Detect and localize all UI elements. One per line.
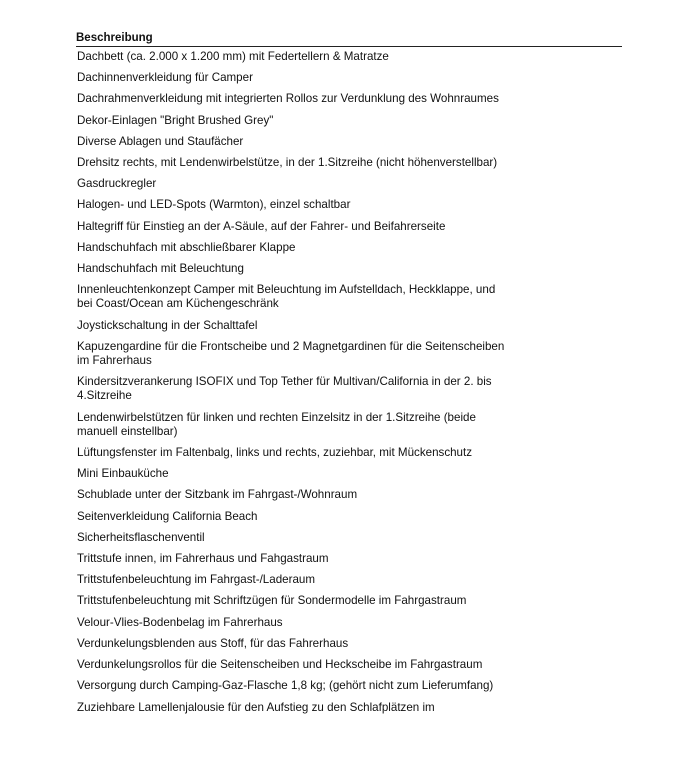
list-item: Dachinnenverkleidung für Camper (77, 71, 253, 85)
list-item: Dekor-Einlagen "Bright Brushed Grey" (77, 113, 274, 127)
list-item: Drehsitz rechts, mit Lendenwirbelstütze, in der 1.Sitzreihe (nicht höhenverstellbar) (77, 156, 498, 170)
list-item: Verdunkelungsblenden aus Stoff, für das Fahrerhaus (77, 636, 349, 650)
list-item: Trittstufenbeleuchtung mit Schriftzügen für Sondermodelle im Fahrgastraum (77, 594, 467, 608)
list-item: Lendenwirbelstützen für linken und rechten Einzelsitz in der 1.Sitzreihe (beide manuell einstellbar) (77, 410, 476, 438)
list-item: Zuziehbare Lamellenjalousie für den Aufstieg zu den Schlafplätzen im (77, 700, 435, 714)
list-item: Handschuhfach mit Beleuchtung (77, 262, 244, 276)
list-item: Seitenverkleidung California Beach (77, 509, 258, 523)
column-header-beschreibung: Beschreibung (76, 31, 622, 47)
equipment-list (76, 47, 622, 719)
list-item: Joystickschaltung in der Schalttafel (77, 318, 258, 332)
list-item: Verdunkelungsrollos für die Seitenscheiben und Heckscheibe im Fahrgastraum (77, 658, 483, 672)
list-item: Handschuhfach mit abschließbarer Klappe (77, 240, 296, 254)
list-item: Trittstufenbeleuchtung im Fahrgast-/Laderaum (77, 573, 316, 587)
list-item: Dachbett (ca. 2.000 x 1.200 mm) mit Federtellern & Matratze (77, 50, 389, 63)
list-item: Dachrahmenverkleidung mit integrierten Rollos zur Verdunklung des Wohnraumes (77, 92, 499, 106)
equipment-table (76, 31, 622, 719)
list-item: Gasdruckregler (77, 177, 157, 191)
list-item: Kapuzengardine für die Frontscheibe und 2 Magnetgardinen für die Seitenscheiben im Fahrerhaus (77, 339, 505, 368)
list-item: Velour-Vlies-Bodenbelag im Fahrerhaus (77, 615, 283, 629)
list-item: Trittstufe innen, im Fahrerhaus und Fahgastraum (77, 552, 329, 566)
list-item: Sicherheitsflaschenventil (77, 530, 205, 544)
list-item: Kindersitzverankerung ISOFIX und Top Tether für Multivan/California in der 2. bis 4.Sitzreihe (77, 375, 492, 403)
list-item: Schublade unter der Sitzbank im Fahrgast-/Wohnraum (77, 488, 358, 502)
list-item: Versorgung durch Camping-Gaz-Flasche 1,8 kg; (gehört nicht zum Lieferumfang) (77, 679, 494, 693)
list-item: Halogen- und LED-Spots (Warmton), einzel schaltbar (77, 198, 351, 212)
list-item: Lüftungsfenster im Faltenbalg, links und rechts, zuziehbar, mit Mückenschutz (77, 446, 473, 460)
list-item: Haltegriff für Einstieg an der A-Säule, auf der Fahrer- und Beifahrerseite (77, 219, 446, 233)
list-item: Innenleuchtenkonzept Camper mit Beleuchtung im Aufstelldach, Heckklappe, und bei Coast/Ocean am Küchengeschränk (77, 283, 496, 311)
list-item: Mini Einbauküche (77, 467, 169, 481)
list-item: Diverse Ablagen und Staufächer (77, 134, 244, 148)
